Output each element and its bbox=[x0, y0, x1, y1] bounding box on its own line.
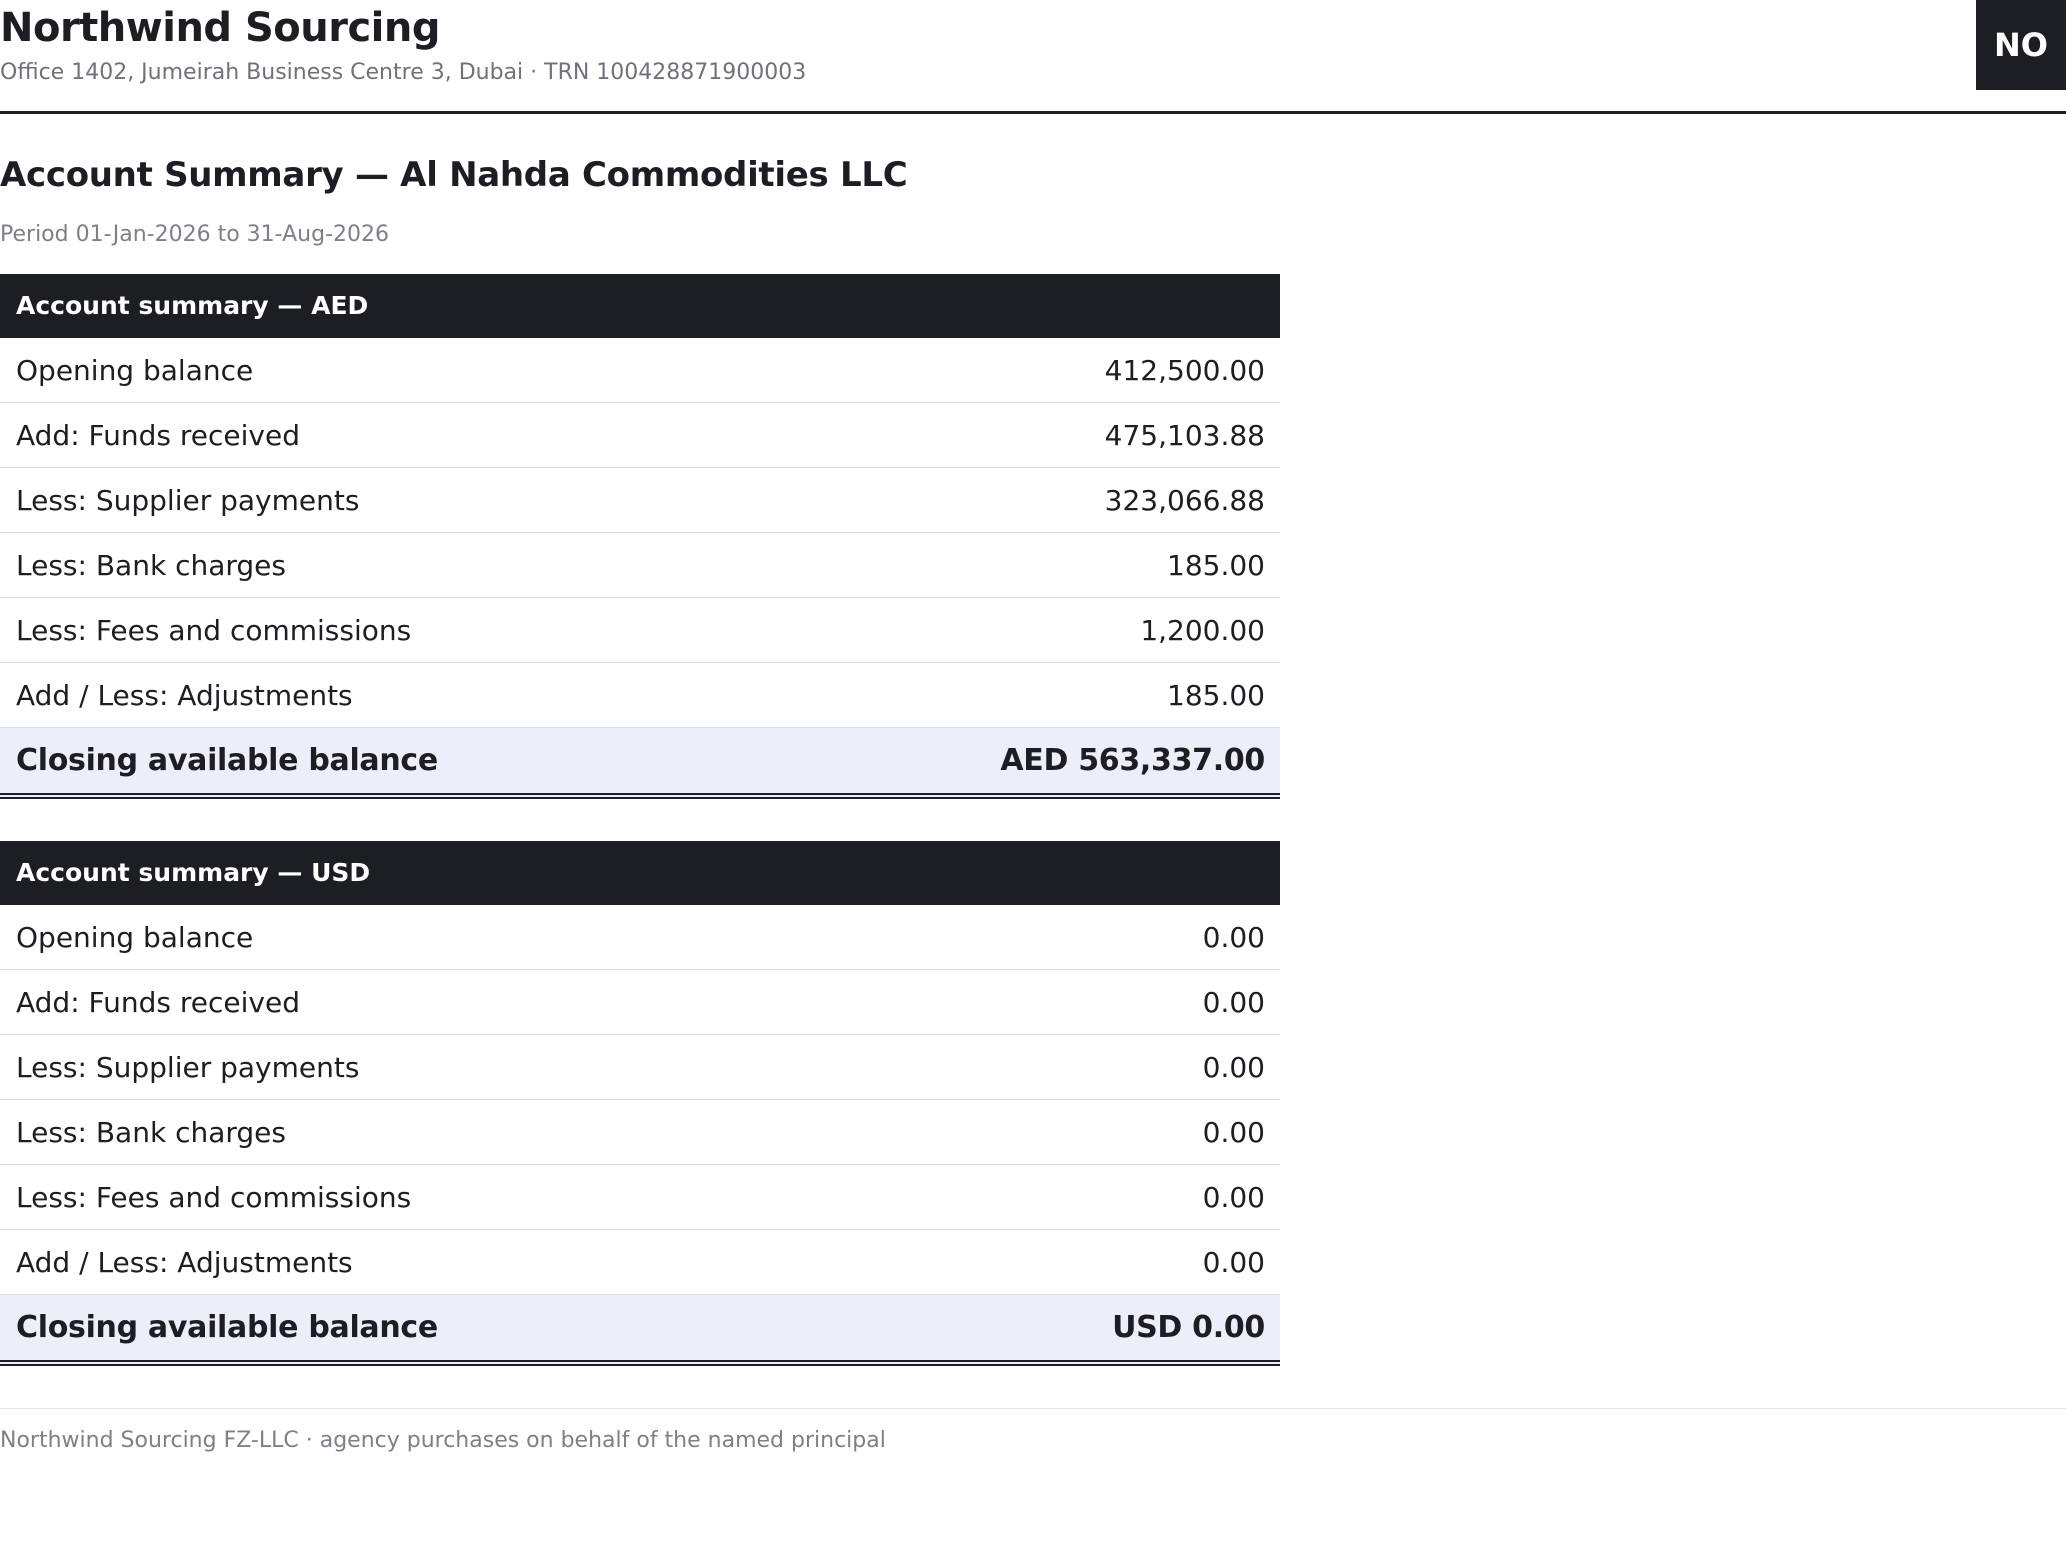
footer-divider bbox=[0, 1408, 2066, 1409]
summary-row bbox=[0, 1230, 1280, 1295]
closing-balance-amount: AED 563,337.00 bbox=[1000, 743, 1265, 778]
row-amount: 0.00 bbox=[1202, 1180, 1265, 1214]
row-amount: 0.00 bbox=[1202, 985, 1265, 1019]
statement-period: Period 01-Jan-2026 to 31-Aug-2026 bbox=[0, 222, 389, 247]
summary-heading: Account summary — USD bbox=[0, 841, 1280, 905]
summary-row bbox=[0, 533, 1280, 598]
row-amount: 0.00 bbox=[1202, 920, 1265, 954]
row-label: Less: Fees and commissions bbox=[16, 613, 412, 647]
summary-row bbox=[0, 970, 1280, 1035]
closing-balance-amount: USD 0.00 bbox=[1112, 1310, 1265, 1345]
summary-table-usd bbox=[0, 841, 1280, 1366]
summary-row bbox=[0, 663, 1280, 728]
row-label: Less: Supplier payments bbox=[16, 1050, 360, 1084]
row-amount: 412,500.00 bbox=[1104, 353, 1265, 387]
row-label: Add: Funds received bbox=[16, 985, 300, 1019]
row-amount: 185.00 bbox=[1167, 548, 1265, 582]
row-label: Add / Less: Adjustments bbox=[16, 1245, 353, 1279]
row-label: Opening balance bbox=[16, 920, 254, 954]
row-label: Add: Funds received bbox=[16, 418, 300, 452]
row-label: Less: Bank charges bbox=[16, 1115, 286, 1149]
row-label: Less: Bank charges bbox=[16, 548, 286, 582]
row-amount: 0.00 bbox=[1202, 1115, 1265, 1149]
row-amount: 323,066.88 bbox=[1104, 483, 1265, 517]
row-label: Add / Less: Adjustments bbox=[16, 678, 353, 712]
page-title: Account Summary — Al Nahda Commodities LLC bbox=[0, 155, 908, 195]
row-amount: 185.00 bbox=[1167, 678, 1265, 712]
summary-row bbox=[0, 905, 1280, 970]
row-amount: 0.00 bbox=[1202, 1050, 1265, 1084]
summary-row bbox=[0, 1035, 1280, 1100]
footer-note: Northwind Sourcing FZ-LLC · agency purchases on behalf of the named principal bbox=[0, 1428, 886, 1453]
row-label: Less: Supplier payments bbox=[16, 483, 360, 517]
closing-balance-label: Closing available balance bbox=[16, 1310, 438, 1345]
row-label: Less: Fees and commissions bbox=[16, 1180, 412, 1214]
row-amount: 0.00 bbox=[1202, 1245, 1265, 1279]
summary-row bbox=[0, 1100, 1280, 1165]
closing-balance-row bbox=[0, 728, 1280, 799]
summary-row bbox=[0, 468, 1280, 533]
row-amount: 475,103.88 bbox=[1104, 418, 1265, 452]
row-amount: 1,200.00 bbox=[1140, 613, 1265, 647]
row-label: Opening balance bbox=[16, 353, 254, 387]
summary-row bbox=[0, 598, 1280, 663]
closing-balance-label: Closing available balance bbox=[16, 743, 438, 778]
page-header bbox=[0, 0, 2066, 114]
summary-row bbox=[0, 338, 1280, 403]
company-address: Office 1402, Jumeirah Business Centre 3, Dubai · TRN 100428871900003 bbox=[0, 60, 807, 85]
closing-balance-row bbox=[0, 1295, 1280, 1366]
summary-table-aed bbox=[0, 274, 1280, 799]
summary-row bbox=[0, 1165, 1280, 1230]
summary-heading: Account summary — AED bbox=[0, 274, 1280, 338]
brand-badge: NO bbox=[1976, 0, 2066, 90]
company-name: Northwind Sourcing bbox=[0, 5, 441, 51]
summary-row bbox=[0, 403, 1280, 468]
